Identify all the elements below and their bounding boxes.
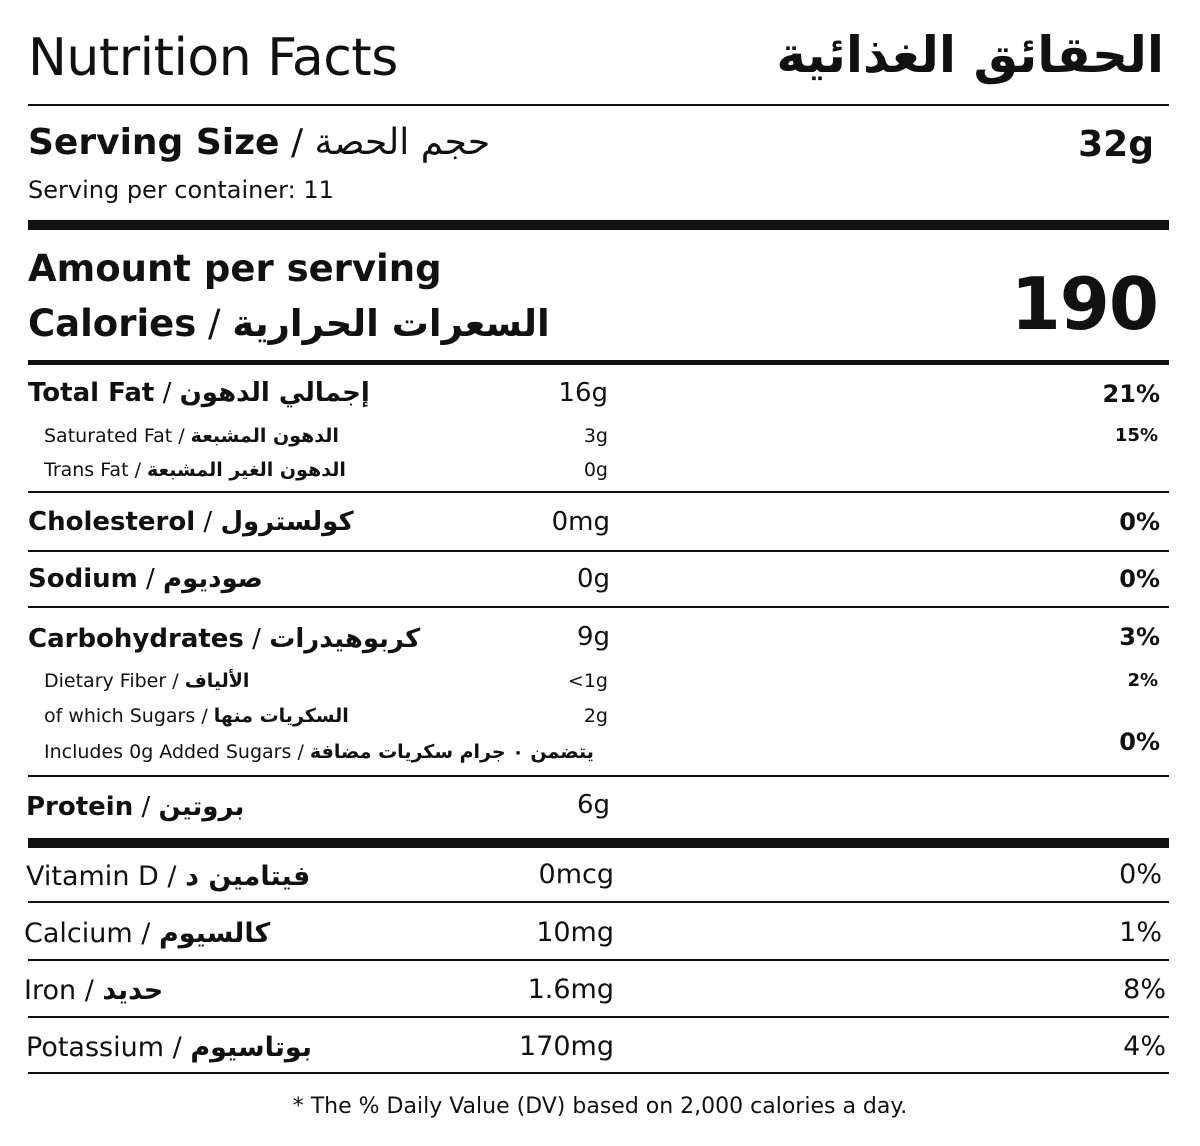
added-sugars-dv: 0% [1119,728,1160,756]
calories-en: Calories [28,302,197,345]
separator: / [201,705,208,727]
protein-en: Protein [26,792,134,822]
title-arabic: الحقائق الغذائية [776,26,1164,84]
serving-size-ar: حجم الحصة [314,122,491,163]
sugars-ar: السكريات منها [213,705,349,727]
dietary-fiber-label [44,670,249,692]
cholesterol-ar: كولسترول [220,507,354,537]
carbohydrates-dv: 3% [1119,623,1160,651]
added-sugars-ar: يتضمن ٠ جرام سكريات مضافة [309,741,594,763]
potassium-dv: 4% [1123,1031,1166,1062]
serving-size-value: 32g [1078,124,1154,165]
separator: / [290,122,304,163]
trans-fat-en: Trans Fat [44,459,129,481]
amount-per-serving: Amount per serving [28,247,442,290]
vitamin-d-label [26,861,310,892]
sugars-amount: 2g [583,705,608,727]
protein-label [26,792,244,822]
protein-ar: بروتين [158,792,245,822]
servings-per-container: Serving per container: 11 [28,176,334,204]
cholesterol-en: Cholesterol [28,507,196,537]
calcium-amount: 10mg [536,917,614,948]
separator: / [84,975,94,1006]
total-fat-label [28,378,370,408]
calcium-divider [28,959,1169,961]
calories-divider [28,360,1169,365]
potassium-amount: 170mg [519,1031,614,1062]
cholesterol-label [28,507,354,537]
protein-amount: 6g [576,790,610,820]
calcium-label [24,918,270,949]
separator: / [252,624,261,654]
sodium-label [28,564,263,594]
iron-divider [28,1016,1169,1018]
separator: / [141,792,151,822]
saturated-fat-amount: 3g [583,425,608,447]
trans-fat-ar: الدهون الغير المشبعة [147,459,346,481]
separator: / [208,302,221,345]
vitamin-d-en: Vitamin D [26,861,159,892]
calories-ar: السعرات الحرارية [232,302,550,345]
separator: / [162,378,172,408]
calcium-ar: كالسيوم [158,918,271,949]
sugars-label [44,705,349,727]
protein-divider [28,838,1169,848]
daily-value-footnote: * The % Daily Value (DV) based on 2,000 calories a day. [292,1094,908,1119]
added-sugars-en: Includes 0g Added Sugars [44,741,292,763]
cholesterol-amount: 0mg [551,507,610,537]
carbohydrates-divider [28,775,1169,777]
sodium-dv: 0% [1119,565,1160,593]
separator: / [141,918,151,949]
calories-value: 190 [1010,262,1158,346]
saturated-fat-en: Saturated Fat [44,425,173,447]
potassium-label [26,1032,312,1063]
iron-dv: 8% [1123,974,1166,1005]
sodium-amount: 0g [576,564,610,594]
separator: / [178,425,185,447]
sugars-en: of which Sugars [44,705,196,727]
calcium-dv: 1% [1119,917,1162,948]
saturated-fat-ar: الدهون المشبعة [190,425,339,447]
carbohydrates-label [28,624,420,654]
vitamin-d-dv: 0% [1119,859,1162,890]
dietary-fiber-amount: <1g [567,670,608,692]
calcium-en: Calcium [24,918,133,949]
fat-divider [28,491,1169,493]
saturated-fat-label [44,425,339,447]
dietary-fiber-en: Dietary Fiber [44,670,167,692]
iron-amount: 1.6mg [527,974,614,1005]
potassium-en: Potassium [26,1032,165,1063]
cholesterol-divider [28,550,1169,552]
separator: / [167,861,177,892]
separator: / [172,1032,182,1063]
serving-divider [28,220,1169,230]
carbohydrates-ar: كربوهيدرات [269,624,421,654]
iron-en: Iron [24,975,77,1006]
added-sugars-label [44,741,594,763]
total-fat-en: Total Fat [28,378,155,408]
serving-size-label [28,122,490,163]
separator: / [297,741,304,763]
saturated-fat-dv: 15% [1114,425,1158,446]
vitamin-d-divider [28,901,1169,903]
dietary-fiber-ar: الألياف [184,670,250,692]
potassium-ar: بوتاسيوم [190,1032,312,1063]
serving-size-en: Serving Size [28,122,280,163]
iron-label [24,975,163,1006]
sodium-divider [28,606,1169,608]
sodium-ar: صوديوم [163,564,263,594]
dietary-fiber-dv: 2% [1127,670,1158,691]
total-fat-amount: 16g [558,378,608,408]
trans-fat-amount: 0g [583,459,608,481]
potassium-divider [28,1072,1169,1074]
header-divider [28,104,1169,106]
carbohydrates-amount: 9g [576,622,610,652]
separator: / [134,459,141,481]
trans-fat-label [44,459,346,481]
cholesterol-dv: 0% [1119,508,1160,536]
separator: / [172,670,179,692]
iron-ar: حديد [102,975,164,1006]
carbohydrates-en: Carbohydrates [28,624,244,654]
sodium-en: Sodium [28,564,138,594]
title-english: Nutrition Facts [28,28,398,88]
total-fat-ar: إجمالي الدهون [179,378,370,408]
separator: / [145,564,155,594]
calories-label [28,302,550,345]
vitamin-d-amount: 0mcg [538,859,614,890]
separator: / [203,507,213,537]
vitamin-d-ar: فيتامين د [185,861,311,892]
total-fat-dv: 21% [1102,380,1160,408]
